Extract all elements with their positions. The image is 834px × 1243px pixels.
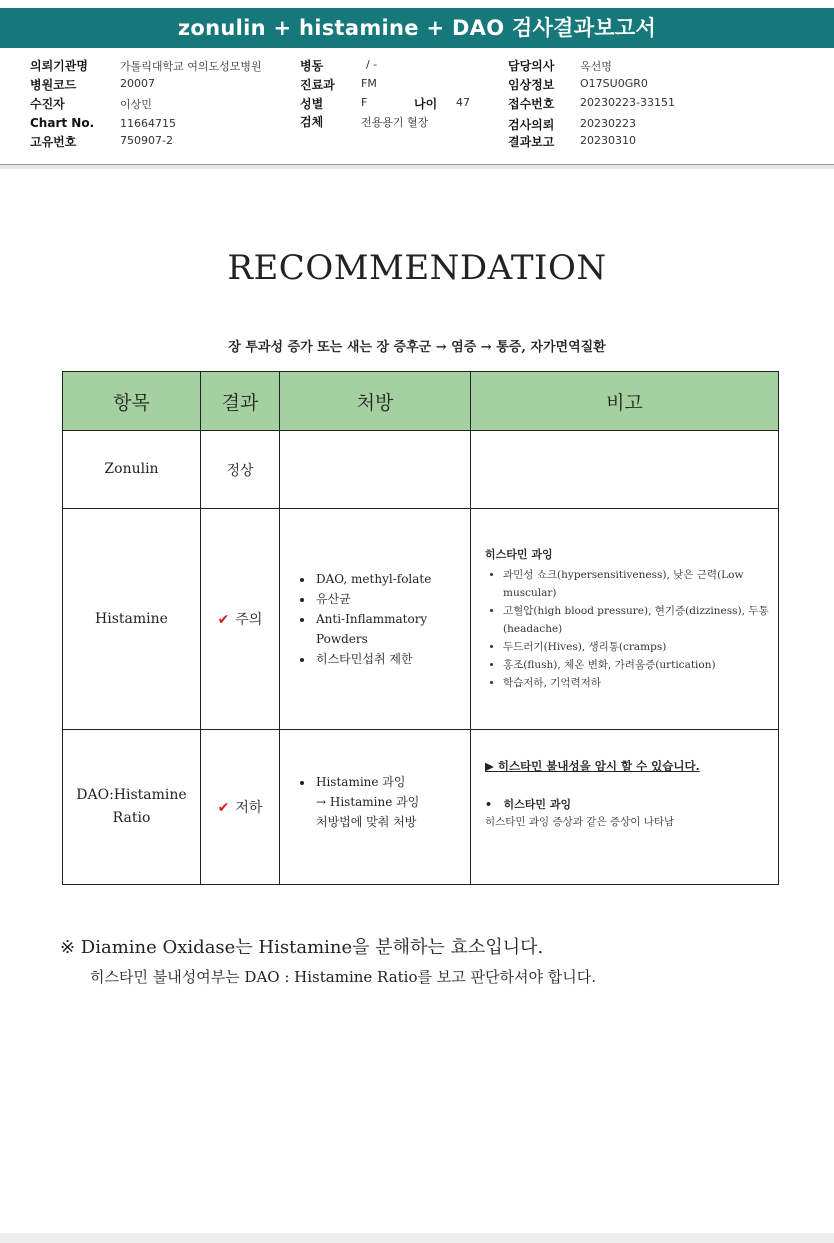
clinical-info-label: 임상정보 xyxy=(508,78,555,92)
list-item xyxy=(314,772,470,832)
report-date-value: 20230310 xyxy=(580,134,636,147)
dao-name-line2: Ratio xyxy=(112,810,151,826)
header-item: 항목 xyxy=(63,372,201,431)
dao-remarks-title: 히스타민 과잉 xyxy=(503,797,572,811)
table-row-dao xyxy=(63,730,779,885)
ward-value: / - xyxy=(366,58,378,71)
ward-label: 병동 xyxy=(300,59,324,73)
histamine-result: 주의 xyxy=(235,612,263,628)
dao-prescription-line1: • Histamine 과잉 xyxy=(316,775,406,789)
report-title: RECOMMENDATION xyxy=(227,248,607,288)
dao-name-cell xyxy=(63,730,201,885)
table-row-zonulin xyxy=(63,431,779,509)
dao-remarks-title-row: • 히스타민 과잉 xyxy=(485,797,572,811)
request-date-value: 20230223 xyxy=(580,117,636,130)
list-item: • Anti-Inflammatory Powders xyxy=(314,609,470,649)
histamine-remarks-title: 히스타민 과잉 xyxy=(485,548,553,561)
checkmark-icon: ✔ xyxy=(217,612,230,628)
sex-value: F xyxy=(361,96,368,109)
report-date-label: 결과보고 xyxy=(508,135,555,149)
list-item: • 두드러기(Hives), 생리통(cramps) xyxy=(503,638,778,656)
chart-no-label: Chart No. xyxy=(30,116,95,130)
unique-no-value: 750907-2 xyxy=(120,134,173,147)
histamine-remarks-list xyxy=(471,566,778,692)
list-item: • 유산균 xyxy=(314,589,470,609)
dao-result: 저하 xyxy=(235,800,263,816)
department-label: 진료과 xyxy=(300,78,335,92)
receipt-no-value: 20230223-33151 xyxy=(580,96,675,109)
list-item: • 과민성 쇼크(hypersensitiveness), 낮은 근력(Low muscular) xyxy=(503,566,778,602)
footer-note-ratio: 히스타민 불내성여부는 DAO : Histamine Ratio를 보고 판단하셔야 합니다. xyxy=(90,968,596,986)
institution-label: 의뢰기관명 xyxy=(30,59,88,73)
hospital-code-value: 20007 xyxy=(120,77,155,90)
age-label: 나이 xyxy=(414,97,438,111)
header-prescription: 처방 xyxy=(280,372,471,431)
page-bottom-bar xyxy=(0,1233,834,1243)
specimen-label: 검체 xyxy=(300,115,324,129)
histamine-result-cell xyxy=(201,509,280,730)
list-item: • 히스타민섭취 제한 xyxy=(314,649,470,669)
histamine-prescription-list xyxy=(280,569,470,669)
recommendation-table xyxy=(62,371,779,885)
request-date-label: 검사의뢰 xyxy=(508,118,555,132)
list-item: • 학습저하, 기억력저하 xyxy=(503,674,778,692)
dao-prescription-list xyxy=(280,772,470,832)
dao-prescription xyxy=(280,730,471,885)
report-subtitle: 장 투과성 증가 또는 새는 장 증후군 → 염증 → 통증, 자가면역질환 xyxy=(228,340,606,355)
institution-value: 가톨릭대학교 여의도성모병원 xyxy=(120,60,262,73)
department-value: FM xyxy=(361,77,377,90)
unique-no-label: 고유번호 xyxy=(30,135,77,149)
histamine-prescription xyxy=(280,509,471,730)
zonulin-remarks xyxy=(471,431,779,509)
info-divider xyxy=(0,165,834,169)
patient-info-panel xyxy=(0,50,834,165)
histamine-remarks xyxy=(471,509,779,730)
clinical-info-value: O17SU0GR0 xyxy=(580,77,648,90)
specimen-value: 전용용기 혈장 xyxy=(361,116,429,129)
header-result: 결과 xyxy=(201,372,280,431)
patient-value: 이상민 xyxy=(120,98,152,111)
table-header-row xyxy=(63,372,779,431)
zonulin-prescription xyxy=(280,431,471,509)
header-remarks: 비고 xyxy=(471,372,779,431)
sex-label: 성별 xyxy=(300,97,324,111)
list-item: • DAO, methyl-folate xyxy=(314,569,470,589)
list-item: • 홍조(flush), 체온 변화, 가려움증(urtication) xyxy=(503,656,778,674)
zonulin-result: 정상 xyxy=(201,431,280,509)
footer-note-enzyme: ※ Diamine Oxidase는 Histamine을 분해하는 효소입니다. xyxy=(60,937,544,958)
dao-prescription-line2: → Histamine 과잉 xyxy=(316,795,420,809)
dao-warning: ▶ 히스타민 불내성을 암시 할 수 있습니다. xyxy=(485,758,700,773)
age-value: 47 xyxy=(456,96,470,109)
patient-label: 수진자 xyxy=(30,97,65,111)
doctor-value: 옥선명 xyxy=(580,60,612,73)
checkmark-icon: ✔ xyxy=(217,800,230,816)
chart-no-value: 11664715 xyxy=(120,117,176,130)
dao-remarks-text: 히스타민 과잉 증상과 같은 증상이 나타남 xyxy=(485,815,675,828)
table-row-histamine xyxy=(63,509,779,730)
zonulin-name: Zonulin xyxy=(63,431,201,509)
doctor-label: 담당의사 xyxy=(508,59,555,73)
list-item: • 고혈압(high blood pressure), 현기증(dizziness), 두통(headache) xyxy=(503,602,778,638)
receipt-no-label: 접수번호 xyxy=(508,97,555,111)
hospital-code-label: 병원코드 xyxy=(30,78,77,92)
dao-result-cell xyxy=(201,730,280,885)
report-banner: zonulin + histamine + DAO 검사결과보고서 xyxy=(0,8,834,48)
dao-name-line1: DAO:Histamine xyxy=(76,787,187,803)
dao-prescription-line3: 처방법에 맞춰 처방 xyxy=(316,815,417,829)
histamine-name: Histamine xyxy=(63,509,201,730)
dao-remarks xyxy=(471,730,779,885)
